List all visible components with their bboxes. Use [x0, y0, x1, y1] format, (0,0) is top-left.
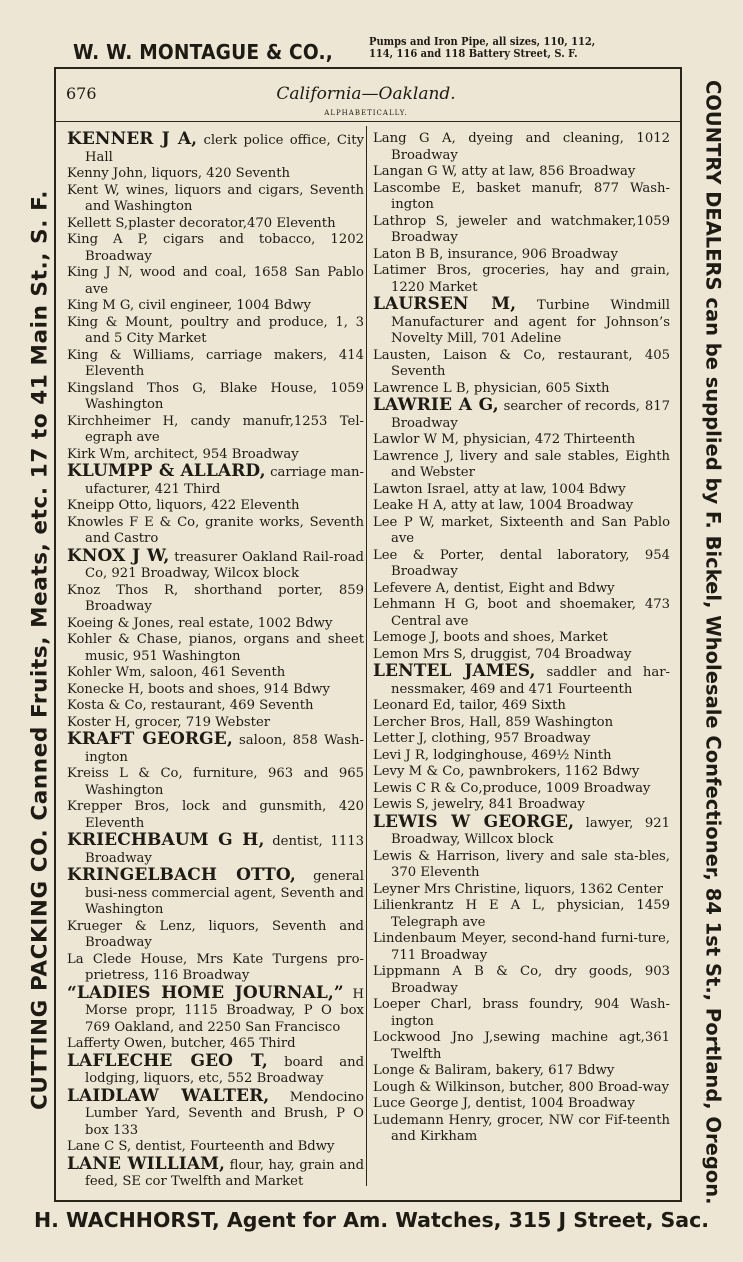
directory-entry	[67, 616, 364, 633]
entry-details: atty at law, 1004 Bdwy	[469, 481, 626, 497]
entry-name: Leake H A,	[373, 498, 447, 513]
entry-name: Lawlor W M,	[373, 432, 460, 447]
entry-details: treasurer Oakland Rail-road Co, 921 Broadway, Wilcox block	[85, 549, 364, 581]
entry-details: liquors, 422 Eleventh	[152, 498, 300, 513]
entry-name: Ludemann Henry,	[373, 1112, 493, 1128]
entry-details: Hall, 859 Washington	[464, 714, 614, 730]
entry-details: jeweler and watchmaker,1059 Broadway	[391, 213, 670, 245]
entry-details: real estate, 1002 Bdwy	[174, 615, 333, 631]
directory-entry	[67, 867, 364, 919]
entry-details: clerk police office, City Hall	[85, 133, 364, 165]
entry-details: dentist, Fourteenth and Bdwy	[131, 1139, 335, 1154]
entry-name: Levy M & Co,	[373, 764, 465, 779]
entry-name: Krepper Bros,	[67, 799, 170, 814]
directory-entry	[373, 247, 670, 264]
directory-entry	[373, 1080, 670, 1097]
entry-details: cigars and tobacco, 1202 Broadway	[85, 232, 364, 264]
directory-entry	[67, 414, 364, 447]
entry-name: King & Mount,	[67, 314, 173, 330]
entry-name: Kellett S,	[67, 215, 129, 231]
entry-details: boot and shoemaker, 473 Central ave	[391, 597, 670, 629]
entry-details: civil engineer, 1004 Bdwy	[134, 298, 311, 313]
directory-entry	[373, 997, 670, 1030]
directory-entry	[67, 381, 364, 414]
entry-details: livery and sale stables, Eighth and Webster	[391, 448, 670, 480]
entry-name: KENNER J A,	[67, 129, 198, 149]
entry-details: jewelry, 841 Broadway	[428, 797, 585, 812]
entry-details: pawnbrokers, 1162 Bdwy	[464, 764, 640, 779]
directory-entry	[373, 581, 670, 598]
entry-details: tailor, 469 Sixth	[455, 698, 566, 713]
entry-details: Turbine Windmill Manufacturer and agent for Johnson’s Novelty Mill, 701 Adeline	[391, 298, 670, 346]
entry-name: Knoz Thos R,	[67, 582, 179, 598]
directory-entry	[373, 931, 670, 964]
entry-name: Kent W,	[67, 182, 120, 198]
directory-entry	[373, 849, 670, 882]
directory-entry	[67, 766, 364, 799]
entry-details: Blake House, 1059 Washington	[85, 380, 364, 412]
directory-entry	[373, 449, 670, 482]
directory-entry	[373, 764, 670, 781]
directory-entry	[373, 181, 670, 214]
entry-details: dry goods, 903 Broadway	[391, 964, 671, 996]
directory-entry	[67, 183, 364, 216]
entry-name: Lercher Bros,	[373, 714, 465, 730]
entry-details: searcher of records, 817 Broadway	[391, 399, 670, 431]
page-title: California—Oakland.	[276, 84, 456, 104]
directory-entry	[67, 348, 364, 381]
directory-entry	[373, 348, 670, 381]
entry-details: boots and shoes, 914 Bdwy	[143, 681, 330, 697]
directory-entry	[373, 432, 670, 449]
entry-details: liquors, 420 Seventh	[147, 166, 291, 181]
entry-details: dentist, 1004 Broadway	[471, 1096, 635, 1111]
entry-name: Kirk Wm,	[67, 446, 130, 462]
directory-entry	[67, 498, 364, 515]
directory-entry	[67, 216, 364, 233]
entry-name: Kingsland Thos G,	[67, 380, 207, 396]
entry-name: Knowles F E & Co,	[67, 514, 200, 530]
entry-name: King A P,	[67, 232, 149, 247]
entry-name: KRIECHBAUM G H,	[67, 830, 265, 850]
entry-name: Lefevere A,	[373, 580, 450, 596]
entry-name: Lewis S,	[373, 797, 429, 812]
entry-details: saloon, 858 Wash-ington	[85, 733, 364, 765]
entry-name: Konecke H,	[67, 681, 144, 697]
directory-entry	[373, 164, 670, 181]
entry-name: Longe & Baliram,	[373, 1063, 492, 1078]
entry-name: Latimer Bros,	[373, 263, 472, 278]
right-margin-advertisement: COUNTRY DEALERS can be supplied by F. Bickel, Wholesale Confectioner, 84 1st St., Portland, Oregon.	[701, 80, 725, 1205]
entry-name: Lausten, Laison & Co,	[373, 347, 546, 363]
entry-details: granite works, Seventh and Castro	[85, 514, 364, 546]
directory-entry	[67, 682, 364, 699]
entry-name: Laton B B,	[373, 246, 444, 262]
entry-details: physician, 472 Thirteenth	[459, 432, 636, 447]
entry-name: Krueger & Lenz,	[67, 918, 196, 934]
entry-name: LENTEL JAMES,	[373, 661, 536, 681]
directory-entry	[373, 964, 670, 997]
entry-details: carriage makers, 414 Eleventh	[85, 347, 364, 379]
entry-name: Lane C S,	[67, 1139, 132, 1154]
top-ad-lines	[369, 36, 595, 60]
entry-name: La Clede House,	[67, 951, 188, 967]
entry-details: dyeing and cleaning, 1012 Broadway	[391, 131, 670, 163]
entry-details: insurance, 906 Broadway	[443, 246, 618, 262]
entry-details: clothing, 957 Broadway	[427, 731, 591, 746]
entry-name: Lathrop S,	[373, 213, 449, 229]
entry-name: Levi J R,	[373, 747, 430, 763]
directory-entry	[67, 515, 364, 548]
entry-details: second-hand furni-ture, 711 Broadway	[391, 931, 670, 963]
entry-name: KRAFT GEORGE,	[67, 729, 233, 749]
directory-entry	[67, 982, 364, 1037]
entry-details: druggist, 704 Broadway	[466, 646, 632, 662]
entry-details: atty at law, 856 Broadway	[457, 164, 636, 179]
entry-name: King & Williams,	[67, 347, 195, 363]
directory-entry	[67, 1050, 365, 1088]
top-ad-line1: Pumps and Iron Pipe, all sizes, 110, 112,	[369, 35, 596, 48]
directory-entry	[67, 265, 364, 298]
directory-entry	[67, 232, 364, 265]
entry-name: Koeing & Jones,	[67, 615, 174, 631]
entry-name: Kreiss L & Co,	[67, 766, 183, 781]
directory-entry	[373, 548, 670, 581]
directory-entry	[373, 263, 670, 296]
top-ad-firm: W. W. MONTAGUE & CO.,	[73, 40, 333, 64]
top-advertisement	[55, 36, 695, 70]
directory-entry	[373, 131, 670, 164]
entry-name: Lough & Wilkinson,	[373, 1079, 506, 1095]
directory-entry	[67, 315, 364, 348]
entry-details: pianos, organs and sheet music, 951 Washington	[85, 632, 364, 664]
directory-entry	[373, 498, 670, 515]
directory-entry	[373, 811, 670, 849]
directory-entry	[67, 799, 364, 832]
entry-name: Koster H,	[67, 714, 131, 730]
entry-details: saddler and har-nessmaker, 469 and 471 Fourteenth	[391, 665, 670, 697]
directory-entry	[373, 1063, 670, 1080]
entry-details: grocer, 719 Webster	[130, 714, 271, 730]
directory-entry	[67, 832, 364, 867]
right-column	[373, 131, 670, 1146]
entry-details: dentist, 1113 Broadway	[85, 834, 364, 866]
directory-entry	[67, 665, 364, 682]
directory-entry	[67, 632, 364, 665]
directory-entry	[373, 748, 670, 765]
entry-details: shorthand porter, 859 Broadway	[85, 582, 364, 614]
directory-entry	[373, 715, 670, 732]
directory-entry	[67, 583, 364, 616]
entry-details: livery and sale sta-bles, 370 Eleventh	[391, 848, 670, 880]
page-number: 676	[66, 84, 97, 103]
entry-name: Lewis & Harrison,	[373, 848, 500, 864]
entry-name: Luce George J,	[373, 1096, 472, 1111]
entry-details: restaurant, 469 Seventh	[146, 698, 314, 713]
page-subtitle: ALPHABETICALLY.	[324, 109, 408, 117]
entry-name: Lippmann A B & Co,	[373, 964, 543, 979]
directory-entry	[67, 131, 364, 166]
page-header	[56, 84, 676, 120]
entry-details: sewing machine agt,361 Twelfth	[391, 1030, 670, 1062]
directory-entry	[67, 731, 364, 766]
entry-name: LAIDLAW WALTER,	[67, 1085, 270, 1106]
directory-entry	[373, 781, 670, 798]
entry-name: Leyner Mrs Christine,	[373, 881, 521, 897]
directory-entry	[373, 1096, 670, 1113]
entry-name: LANE WILLIAM,	[67, 1153, 226, 1174]
entry-name: Kohler Wm,	[67, 665, 146, 680]
entry-details: restaurant, 405 Seventh	[391, 347, 670, 379]
entry-details: butcher, 800 Broad-way	[505, 1079, 670, 1095]
entry-name: Lemon Mrs S,	[373, 646, 467, 662]
entry-details: market, Sixteenth and San Pablo ave	[391, 514, 671, 546]
directory-entry	[373, 1030, 670, 1063]
directory-entry	[67, 698, 364, 715]
entry-name: Lehmann H G,	[373, 597, 479, 612]
directory-entry	[373, 482, 670, 499]
directory-entry	[373, 296, 670, 348]
entry-details: boots and shoes, Market	[439, 630, 608, 645]
entry-name: Lafferty Owen,	[67, 1036, 167, 1051]
entry-details: lock and gunsmith, 420 Eleventh	[85, 799, 364, 831]
bottom-advertisement: H. WACHHORST, Agent for Am. Watches, 315 J Street, Sac.	[33, 1208, 710, 1232]
directory-entry	[67, 952, 364, 985]
header-rule	[56, 121, 680, 122]
entry-details: liquors, Seventh and Broadway	[85, 918, 365, 950]
entry-name: KNOX J W,	[67, 545, 170, 566]
entry-details: lodginghouse, 469½ Ninth	[429, 747, 612, 763]
directory-entry	[67, 1153, 365, 1191]
entry-name: LAURSEN M,	[373, 294, 517, 314]
entry-details: dental laboratory, 954 Broadway	[391, 547, 670, 579]
entry-details: plaster decorator,470 Eleventh	[128, 215, 336, 231]
directory-entry	[373, 698, 670, 715]
entry-details: Mendocino Lumber Yard, Seventh and Brush, P O box 133	[85, 1089, 364, 1138]
directory-entry	[373, 1113, 670, 1146]
entry-name: LAWRIE A G,	[373, 395, 499, 415]
entry-name: Kenny John,	[67, 166, 148, 181]
entry-details: flour, hay, grain and feed, SE cor Twelfth and Market	[85, 1157, 365, 1189]
entry-name: Lemoge J,	[373, 630, 440, 645]
entry-name: Letter J,	[373, 731, 428, 746]
entry-name: Lawrence L B,	[373, 380, 470, 396]
entry-name: LEWIS W GEORGE,	[373, 811, 575, 832]
entry-details: poultry and produce, 1, 3 and 5 City Market	[85, 314, 364, 346]
directory-entry	[373, 882, 670, 899]
entry-name: Lilienkrantz H E A L,	[373, 898, 546, 913]
entry-details: atty at law, 1004 Broadway	[446, 498, 634, 513]
entry-details: grocer, NW cor Fif-teenth and Kirkham	[391, 1112, 670, 1144]
left-margin-advertisement: CUTTING PACKING CO. Canned Fruits, Meats, etc. 17 to 41 Main St., S. F.	[27, 190, 53, 1110]
entry-details: brass foundry, 904 Wash-ington	[391, 997, 671, 1029]
entry-name: Lee & Porter,	[373, 547, 485, 563]
entry-details: butcher, 465 Third	[166, 1036, 296, 1051]
entry-name: King J N,	[67, 265, 133, 280]
directory-entry	[373, 214, 670, 247]
entry-details: lawyer, 921 Broadway, Willcox block	[391, 815, 670, 847]
directory-entry	[67, 298, 364, 315]
entry-details: architect, 954 Broadway	[129, 446, 299, 462]
entry-details: general busi-ness commercial agent, Seventh and Washington	[85, 869, 365, 917]
top-ad-line2: 114, 116 and 118 Battery Street, S. F.	[369, 47, 578, 60]
entry-details: saloon, 461 Seventh	[145, 665, 286, 680]
directory-entry	[373, 898, 670, 931]
directory-entry	[373, 597, 670, 630]
entry-name: Lawton Israel,	[373, 481, 470, 497]
entry-details: liquors, 1362 Center	[520, 881, 663, 897]
entry-details: physician, 1459 Telegraph ave	[391, 898, 670, 930]
directory-entry	[67, 166, 364, 183]
directory-entry	[67, 919, 364, 952]
entry-details: physician, 605 Sixth	[469, 380, 610, 396]
entry-name: Kneipp Otto,	[67, 498, 152, 513]
entry-name: Kohler & Chase,	[67, 632, 182, 647]
entry-name: Lewis C R & Co,	[373, 780, 483, 796]
entry-name: Lockwood Jno J,	[373, 1030, 494, 1045]
directory-entry	[67, 545, 364, 583]
entry-name: Lindenbaum Meyer,	[373, 931, 507, 946]
entry-details: board and lodging, liquors, etc, 552 Broadway	[85, 1054, 365, 1086]
column-divider	[366, 126, 367, 1186]
directory-entry	[67, 463, 364, 498]
entry-details: carriage man-ufacturer, 421 Third	[85, 465, 364, 497]
entry-details: Mrs Kate Turgens pro-prietress, 116 Broadway	[85, 951, 365, 983]
entry-name: Lang G A,	[373, 131, 456, 146]
left-column	[67, 131, 364, 1191]
directory-entry	[373, 397, 670, 432]
directory-entry	[373, 630, 670, 647]
entry-details: H Morse propr, 1115 Broadway, P O box 769 Oakland, and 2250 San Francisco	[85, 986, 364, 1035]
entry-name: LAFLECHE GEO T,	[67, 1050, 268, 1071]
entry-details: wines, liquors and cigars, Seventh and Washington	[85, 182, 364, 214]
entry-details: produce, 1009 Broadway	[482, 780, 651, 796]
directory-entry	[67, 1085, 364, 1140]
entry-details: candy manufr,1253 Tel-egraph ave	[85, 413, 364, 445]
entry-details: basket manufr, 877 Wash-ington	[391, 180, 670, 212]
entry-name: Loeper Charl,	[373, 997, 472, 1012]
entry-name: “LADIES HOME JOURNAL,”	[67, 982, 344, 1003]
entry-name: Kosta & Co,	[67, 698, 147, 713]
directory-entry	[373, 731, 670, 748]
entry-name: Lee P W,	[373, 514, 435, 530]
entry-details: dentist, Eight and Bdwy	[449, 580, 615, 596]
entry-name: KLUMPP & ALLARD,	[67, 461, 266, 481]
entry-name: King M G,	[67, 298, 135, 313]
entry-name: KRINGELBACH OTTO,	[67, 865, 296, 885]
directory-entry	[373, 663, 670, 698]
entry-details: furniture, 963 and 965 Washington	[85, 766, 365, 798]
entry-name: Langan G W,	[373, 164, 458, 179]
entry-details: groceries, hay and grain, 1220 Market	[391, 263, 670, 295]
entry-details: bakery, 617 Bdwy	[491, 1063, 615, 1078]
entry-name: Kirchheimer H,	[67, 413, 179, 429]
entry-details: wood and coal, 1658 San Pablo ave	[85, 265, 364, 297]
entry-name: Lascombe E,	[373, 180, 466, 196]
directory-entry	[373, 515, 670, 548]
entry-name: Lawrence J,	[373, 448, 454, 464]
entry-name: Leonard Ed,	[373, 698, 456, 713]
